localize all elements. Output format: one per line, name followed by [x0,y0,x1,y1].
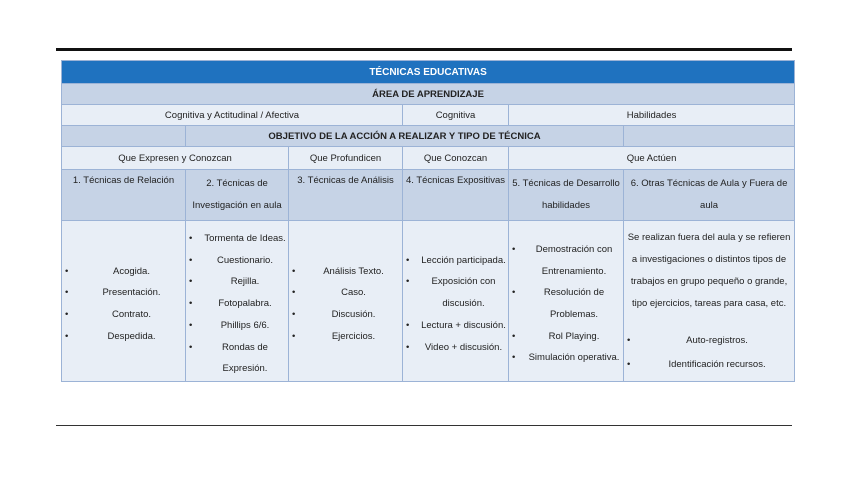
list-item: • Exposición con discusión. [405,271,506,314]
list-item: • Demostración con Entrenamiento. [511,239,621,282]
items-col-2 [186,221,289,382]
list-item: • Tormenta de Ideas. [188,228,286,250]
table-title: TÉCNICAS EDUCATIVAS [62,61,795,84]
blank-cell [62,126,186,147]
list-item: • Lección participada. [405,250,506,272]
list-item: • Ejercicios. [291,326,400,348]
list-item: • Contrato. [64,304,183,326]
list-item: • Presentación. [64,282,183,304]
items-col-6 [624,221,795,382]
list-item: • Rol Playing. [511,326,621,348]
que-profundicen: Que Profundicen [289,147,403,170]
list-item: • Rondas de Expresión. [188,337,286,380]
technique-list [188,228,286,380]
technique-header: 2. Técnicas de Investigación en aula [186,170,289,221]
list-item: • Phillips 6/6. [188,315,286,337]
items-col-3 [289,221,403,382]
technique-header: 4. Técnicas Expositivas [403,170,509,221]
blank-cell [624,126,795,147]
list-item: • Identificación recursos. [626,353,792,377]
area-habilidades: Habilidades [509,105,795,126]
items-col-5 [509,221,624,382]
technique-list [405,250,506,359]
que-actuen: Que Actúen [509,147,795,170]
list-item: • Cuestionario. [188,250,286,272]
list-item: • Análisis Texto. [291,261,400,283]
technique-header: 1. Técnicas de Relación [62,170,186,221]
list-item: • Fotopalabra. [188,293,286,315]
list-item: • Discusión. [291,304,400,326]
list-item: • Simulación operativa. [511,347,621,369]
list-item: • Video + discusión. [405,337,506,359]
list-item: • Resolución de Problemas. [511,282,621,325]
technique-list [626,329,792,377]
area-cognitiva: Cognitiva [403,105,509,126]
list-item: • Auto-registros. [626,329,792,353]
technique-header: 5. Técnicas de Desarrollo habilidades [509,170,624,221]
list-item: • Caso. [291,282,400,304]
list-item: • Acogida. [64,261,183,283]
techniques-table [61,60,795,382]
technique-list [64,261,183,348]
objective-header: OBJETIVO DE LA ACCIÓN A REALIZAR Y TIPO DE TÉCNICA [186,126,624,147]
technique-header: 3. Técnicas de Análisis [289,170,403,221]
col6-description: Se realizan fuera del aula y se refieren a investigaciones o distintos tipos de trabajos en grupo pequeño o grande, tipo ejercicios, tareas para casa, etc. [627,232,791,309]
area-header: ÁREA DE APRENDIZAJE [62,84,795,105]
items-col-4 [403,221,509,382]
bottom-rule [56,425,792,426]
top-rule [56,48,792,51]
technique-header: 6. Otras Técnicas de Aula y Fuera de aula [624,170,795,221]
que-conozcan: Que Conozcan [403,147,509,170]
que-expresen: Que Expresen y Conozcan [62,147,289,170]
list-item: • Lectura + discusión. [405,315,506,337]
list-item: • Rejilla. [188,271,286,293]
technique-list [511,239,621,369]
items-col-1 [62,221,186,382]
area-cognitiva-actitudinal: Cognitiva y Actitudinal / Afectiva [62,105,403,126]
technique-list [291,261,400,348]
list-item: • Despedida. [64,326,183,348]
